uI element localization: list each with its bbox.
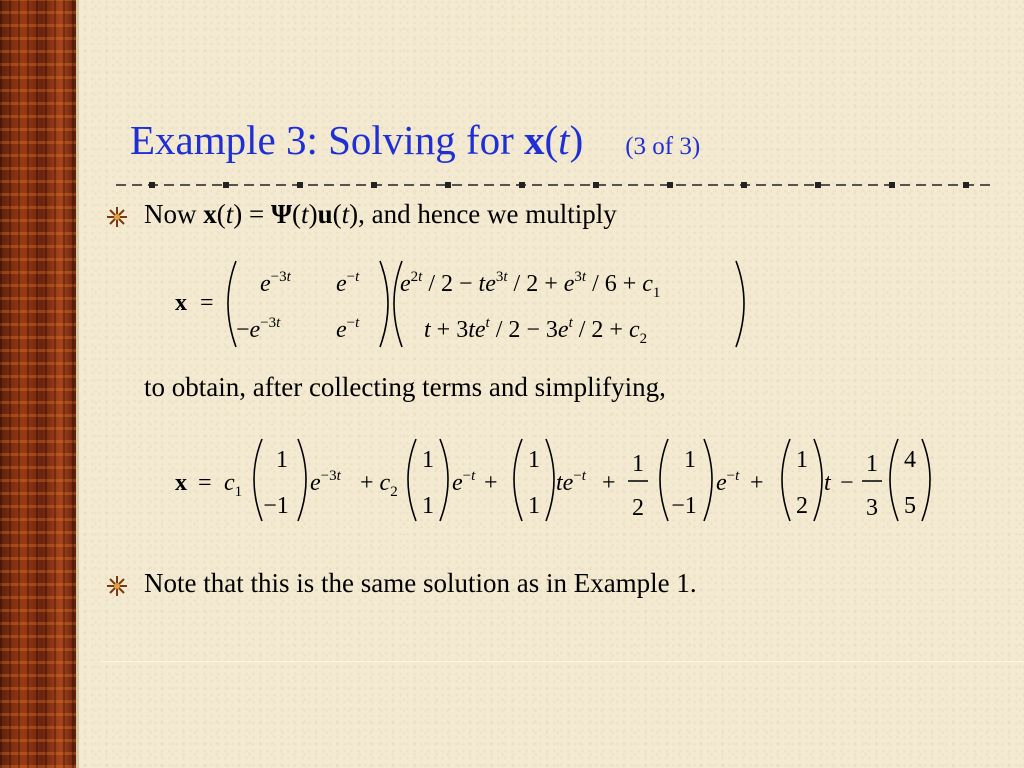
eq1-v2: $t + 3te^t / 2 - 3e^t / 2 + c_2$ — [424, 315, 648, 347]
eq2-term5-op: + — [750, 470, 764, 496]
equation-2 — [170, 435, 940, 527]
eq1-v1: $e^{2t} / 2 - te^{3t} / 2 + e^{3t} / 6 + c_1$ — [400, 269, 661, 301]
eq2-term5-lparen — [782, 439, 790, 521]
eq2-term1-factor: $e^{-3t}$ — [310, 468, 341, 496]
eq2-term5-factor: t — [824, 470, 831, 496]
divider-diamond-icon — [741, 182, 747, 188]
eq2-term1-v1: 1 — [276, 447, 288, 473]
title-divider — [116, 177, 996, 193]
divider-diamond-icon — [371, 182, 377, 188]
bottom-rule — [100, 661, 1024, 662]
b1-rp2: ) — [308, 199, 318, 229]
eq2-term4-v2: −1 — [671, 493, 697, 519]
divider-diamond-icon — [297, 182, 303, 188]
eq2-term1-coef: $c_1$ — [224, 470, 243, 500]
divider-diamond-icon — [445, 182, 451, 188]
b1-t2: t — [301, 199, 309, 229]
eq2-term4-lparen — [660, 439, 668, 521]
eq2-term2-factor: $e^{-t}$ — [452, 468, 476, 496]
divider-diamond-icon — [149, 182, 155, 188]
equation-1 — [170, 255, 760, 355]
eq2-lhs: x — [175, 470, 187, 496]
bullet-star-icon — [106, 206, 128, 228]
b1-rp1: ) = — [233, 199, 271, 229]
eq1-equals: = — [200, 290, 214, 316]
eq1-matrix-rparen — [380, 261, 388, 347]
eq2-equals: = — [198, 470, 212, 496]
sidebar-edge — [76, 0, 79, 768]
b1-rest: ), and hence we multiply — [349, 199, 617, 229]
eq2-term3-v2: 1 — [528, 493, 540, 519]
title-var-t: t — [558, 117, 570, 163]
eq2-term5-v1: 1 — [796, 447, 808, 473]
divider-diamond-icon — [815, 182, 821, 188]
b1-lp3: ( — [332, 199, 342, 229]
b1-t1: t — [225, 199, 234, 229]
eq2-term3-rparen — [546, 439, 554, 521]
slide-title — [130, 116, 700, 164]
bullet-text-2: Note that this is the same solution as in Example 1. — [144, 568, 697, 598]
title-main: Example 3: Solving for — [130, 117, 525, 163]
b1-u: u — [317, 199, 333, 229]
eq2-term2-v1: 1 — [422, 447, 434, 473]
eq2-term2-v2: 1 — [422, 493, 434, 519]
eq1-m22: $e^{-t}$ — [336, 315, 360, 343]
eq2-term4-v1: 1 — [684, 447, 696, 473]
divider-diamond-icon — [519, 182, 525, 188]
divider-diamond-icon — [667, 182, 673, 188]
b1-psi: Ψ — [270, 199, 293, 229]
eq1-m11: $e^{-3t}$ — [260, 269, 291, 297]
eq1-m21: $-e^{-3t}$ — [236, 315, 281, 343]
eq1-lhs: x — [175, 290, 187, 316]
eq2-term1-lparen — [254, 439, 262, 521]
decorative-sidebar — [0, 0, 76, 768]
divider-diamond-icon — [593, 182, 599, 188]
eq2-term4-rparen — [704, 439, 712, 521]
bullet-star-icon — [106, 575, 128, 597]
divider-diamond-icon — [889, 182, 895, 188]
b1-lp1: ( — [216, 199, 226, 229]
b1-lp2: ( — [292, 199, 302, 229]
eq2-term6-v1: 4 — [904, 447, 916, 473]
eq1-matrix-lparen — [228, 261, 236, 347]
eq2-term6-lparen — [890, 439, 898, 521]
eq2-term3-lparen — [514, 439, 522, 521]
continuation-text: to obtain, after collecting terms and simplifying, — [144, 372, 666, 402]
eq2-term4-num: 1 — [632, 451, 644, 477]
eq2-term1-rparen — [298, 439, 306, 521]
eq2-term3-v1: 1 — [528, 447, 540, 473]
b1-now: Now — [144, 199, 204, 229]
eq2-term2-rparen — [440, 439, 448, 521]
title-close-paren: ) — [569, 117, 584, 163]
eq2-term6-den: 3 — [866, 495, 878, 521]
title-subtitle: (3 of 3) — [625, 133, 701, 160]
divider-diamond-icon — [963, 182, 969, 188]
title-var-x: x — [524, 117, 545, 163]
eq2-term4-factor: $e^{-t}$ — [716, 468, 740, 496]
eq2-term4-op: + — [602, 470, 616, 496]
eq1-vector-rparen — [736, 261, 744, 347]
eq1-m12: $e^{-t}$ — [336, 269, 360, 297]
b1-x: x — [203, 199, 217, 229]
eq2-term5-v2: 2 — [796, 493, 808, 519]
eq2-term6-v2: 5 — [904, 493, 916, 519]
eq2-term2: + $c_2$ — [360, 470, 398, 500]
divider-diamond-icon — [223, 182, 229, 188]
eq2-term6-rparen — [922, 439, 930, 521]
eq2-term3-factor: $te^{-t}$ — [556, 468, 586, 496]
title-open-paren: ( — [544, 117, 559, 163]
eq2-term3-op: + — [484, 470, 498, 496]
b1-t3: t — [341, 199, 350, 229]
bullet-text-1 — [144, 199, 617, 230]
eq2-term6-op: − — [840, 470, 854, 496]
eq2-term2-lparen — [408, 439, 416, 521]
eq2-term5-rparen — [814, 439, 822, 521]
eq2-term1-v2: −1 — [263, 493, 289, 519]
eq2-term6-num: 1 — [866, 451, 878, 477]
eq2-term4-den: 2 — [632, 495, 644, 521]
